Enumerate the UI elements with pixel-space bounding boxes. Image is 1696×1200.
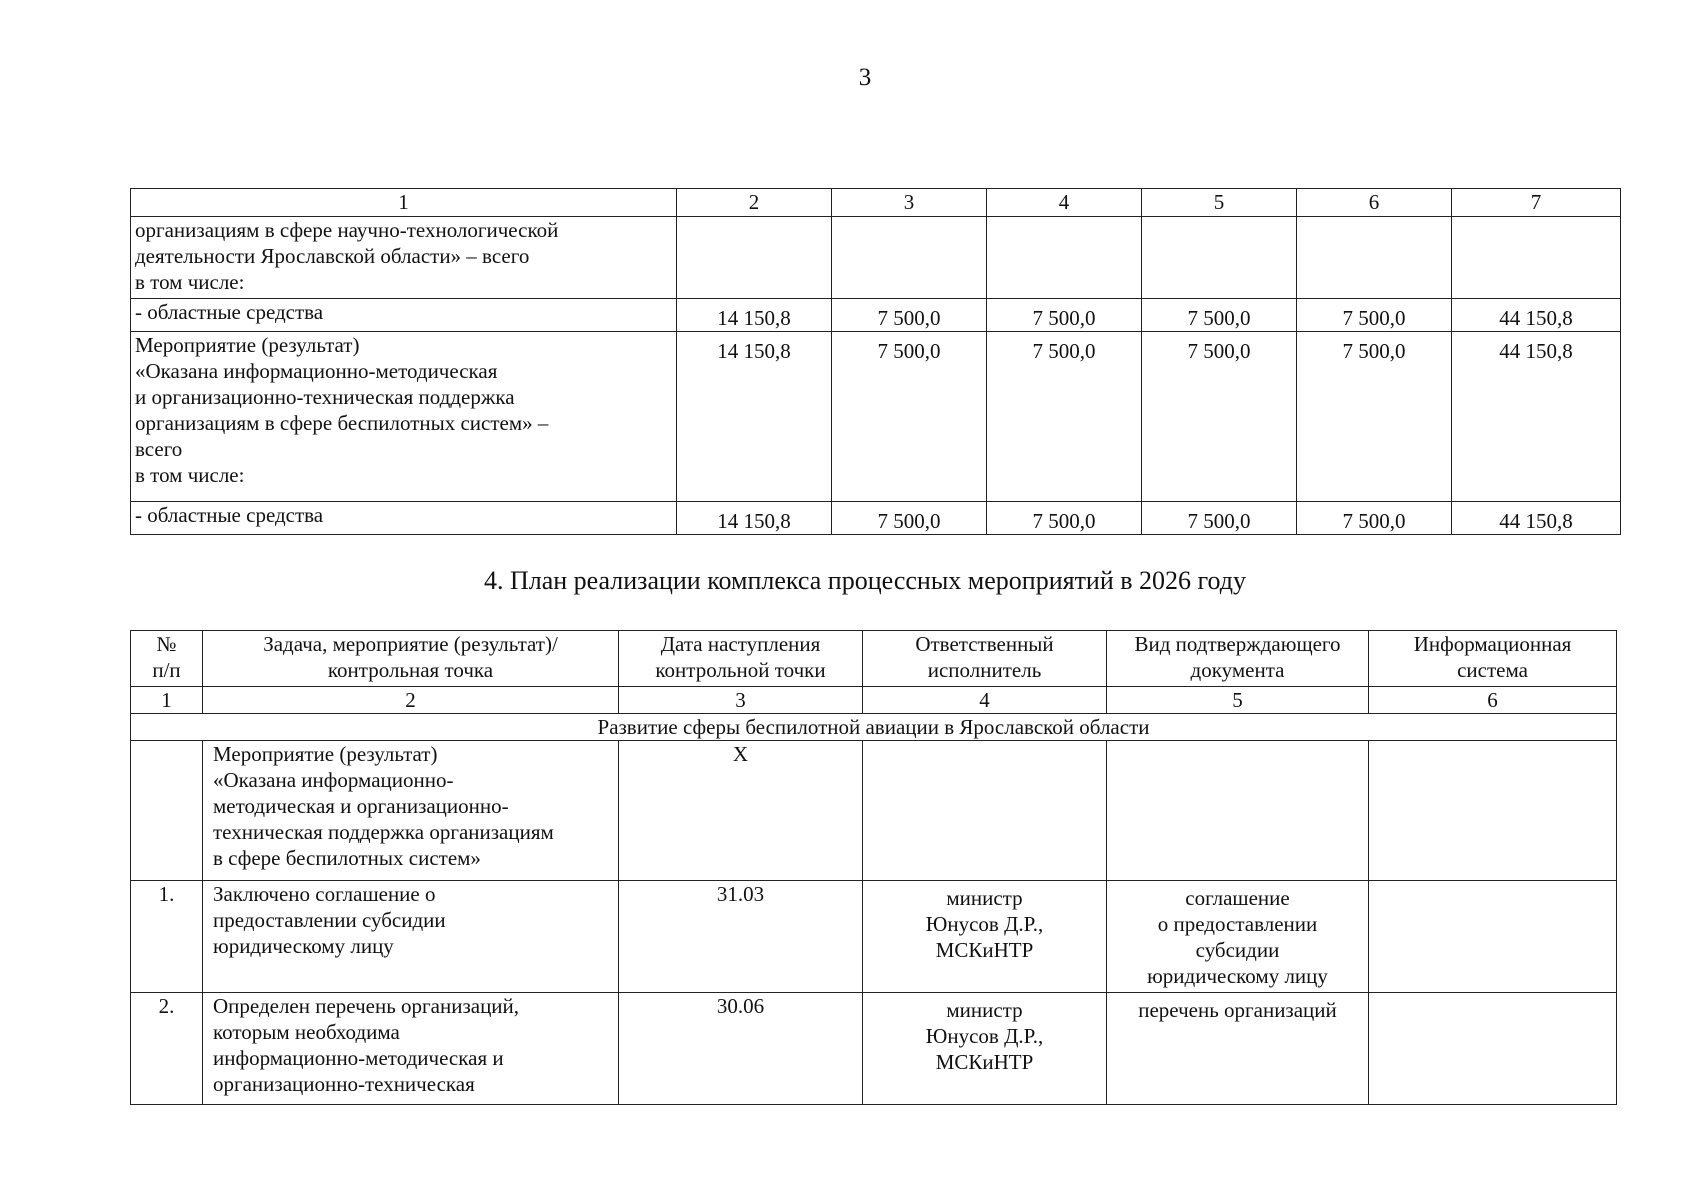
budget-value: 44 150,8 bbox=[1452, 332, 1621, 502]
row-executor bbox=[863, 993, 1107, 1105]
plan-header-cell bbox=[863, 631, 1107, 687]
plan-number-cell: 4 bbox=[863, 687, 1107, 714]
header-line: Задача, мероприятие (результат)/ bbox=[263, 632, 558, 656]
budget-cell bbox=[987, 217, 1142, 299]
budget-cell bbox=[1142, 217, 1297, 299]
budget-value: 14 150,8 bbox=[677, 502, 832, 535]
header-line: Дата наступления bbox=[660, 632, 821, 656]
header-line: п/п bbox=[152, 658, 181, 682]
plan-header-cell bbox=[131, 631, 203, 687]
plan-number-cell: 5 bbox=[1107, 687, 1369, 714]
plan-header-cell bbox=[203, 631, 619, 687]
header-line: система bbox=[1457, 658, 1528, 682]
executor-line: МСКиНТР bbox=[935, 938, 1034, 962]
row-task bbox=[203, 881, 619, 993]
task-line: организационно-техническая bbox=[213, 1072, 475, 1096]
document-line: юридическому лицу bbox=[1147, 964, 1328, 988]
budget-row bbox=[131, 502, 1621, 535]
budget-value: 7 500,0 bbox=[1142, 299, 1297, 332]
row-document bbox=[1107, 881, 1369, 993]
row-system bbox=[1369, 881, 1617, 993]
row-task bbox=[203, 993, 619, 1105]
header-line: исполнитель bbox=[927, 658, 1042, 682]
label-line: всего bbox=[135, 437, 183, 461]
budget-value: 7 500,0 bbox=[1297, 299, 1452, 332]
task-line: информационно-методическая и bbox=[213, 1046, 504, 1070]
budget-row-label: - областные средства bbox=[131, 299, 677, 332]
header-line: № bbox=[156, 632, 177, 656]
row-document bbox=[1107, 993, 1369, 1105]
plan-number-cell: 2 bbox=[203, 687, 619, 714]
row-number: 1. bbox=[131, 881, 203, 993]
budget-value: 14 150,8 bbox=[677, 332, 832, 502]
task-line: в сфере беспилотных систем» bbox=[213, 846, 481, 870]
budget-header-cell: 2 bbox=[677, 189, 832, 217]
row-task bbox=[203, 741, 619, 881]
budget-cell bbox=[1452, 217, 1621, 299]
budget-value: 44 150,8 bbox=[1452, 299, 1621, 332]
plan-number-cell: 6 bbox=[1369, 687, 1617, 714]
row-document bbox=[1107, 741, 1369, 881]
budget-row-label bbox=[131, 332, 677, 502]
plan-header-row bbox=[131, 631, 1617, 687]
budget-cell bbox=[677, 217, 832, 299]
plan-header-cell bbox=[1107, 631, 1369, 687]
document-line: перечень организаций bbox=[1138, 998, 1337, 1022]
budget-value: 7 500,0 bbox=[987, 502, 1142, 535]
budget-value: 7 500,0 bbox=[1297, 332, 1452, 502]
header-line: контрольная точка bbox=[327, 658, 494, 682]
plan-number-row bbox=[131, 687, 1617, 714]
label-line: «Оказана информационно-методическая bbox=[135, 359, 498, 383]
plan-number-cell: 3 bbox=[619, 687, 863, 714]
executor-line: МСКиНТР bbox=[935, 1050, 1034, 1074]
task-line: предоставлении субсидии bbox=[213, 908, 446, 932]
label-line: и организационно-техническая поддержка bbox=[135, 385, 515, 409]
row-date: 30.06 bbox=[619, 993, 863, 1105]
executor-line: министр bbox=[946, 998, 1023, 1022]
task-line: юридическому лицу bbox=[213, 934, 394, 958]
budget-cell bbox=[832, 217, 987, 299]
task-line: которым необходима bbox=[213, 1020, 400, 1044]
executor-line: министр bbox=[946, 886, 1023, 910]
label-line: организациям в сфере научно-технологической bbox=[135, 218, 559, 242]
label-line: организациям в сфере беспилотных систем» – bbox=[135, 411, 549, 435]
budget-value: 7 500,0 bbox=[987, 332, 1142, 502]
budget-value: 7 500,0 bbox=[832, 332, 987, 502]
plan-header-cell bbox=[619, 631, 863, 687]
task-line: Заключено соглашение о bbox=[213, 882, 436, 906]
header-line: Информационная bbox=[1413, 632, 1572, 656]
budget-cell bbox=[1297, 217, 1452, 299]
plan-group-row bbox=[131, 714, 1617, 741]
budget-value: 7 500,0 bbox=[1142, 332, 1297, 502]
row-system bbox=[1369, 741, 1617, 881]
budget-header-cell: 6 bbox=[1297, 189, 1452, 217]
budget-value: 44 150,8 bbox=[1452, 502, 1621, 535]
header-line: документа bbox=[1190, 658, 1285, 682]
task-line: «Оказана информационно- bbox=[213, 768, 454, 792]
budget-row bbox=[131, 217, 1621, 299]
budget-header-cell: 5 bbox=[1142, 189, 1297, 217]
budget-row-label: - областные средства bbox=[131, 502, 677, 535]
label-line: Мероприятие (результат) bbox=[135, 333, 360, 357]
budget-value: 7 500,0 bbox=[1297, 502, 1452, 535]
page-number: 3 bbox=[858, 64, 872, 91]
label-line: деятельности Ярославской области» – всего bbox=[135, 244, 530, 268]
executor-line: Юнусов Д.Р., bbox=[925, 1024, 1044, 1048]
budget-table bbox=[130, 188, 1621, 535]
budget-value: 14 150,8 bbox=[677, 299, 832, 332]
row-number bbox=[131, 741, 203, 881]
budget-header-cell: 4 bbox=[987, 189, 1142, 217]
plan-row bbox=[131, 993, 1617, 1105]
task-line: методическая и организационно- bbox=[213, 794, 509, 818]
budget-header-cell: 7 bbox=[1452, 189, 1621, 217]
row-system bbox=[1369, 993, 1617, 1105]
section-title: 4. План реализации комплекса процессных мероприятий в 2026 году bbox=[483, 566, 1247, 595]
task-line: Определен перечень организаций, bbox=[213, 994, 520, 1018]
executor-line: Юнусов Д.Р., bbox=[925, 912, 1044, 936]
budget-header-row bbox=[131, 189, 1621, 217]
budget-header-cell: 1 bbox=[131, 189, 677, 217]
budget-value: 7 500,0 bbox=[987, 299, 1142, 332]
budget-value: 7 500,0 bbox=[832, 502, 987, 535]
label-line: в том числе: bbox=[135, 463, 245, 487]
row-number: 2. bbox=[131, 993, 203, 1105]
plan-table bbox=[130, 630, 1617, 1105]
header-line: Ответственный bbox=[915, 632, 1054, 656]
document-line: о предоставлении bbox=[1157, 912, 1318, 936]
plan-number-cell: 1 bbox=[131, 687, 203, 714]
budget-row bbox=[131, 332, 1621, 502]
row-date: 31.03 bbox=[619, 881, 863, 993]
row-executor bbox=[863, 881, 1107, 993]
task-line: техническая поддержка организациям bbox=[213, 820, 554, 844]
document-line: субсидии bbox=[1195, 938, 1280, 962]
budget-row bbox=[131, 299, 1621, 332]
budget-header-cell: 3 bbox=[832, 189, 987, 217]
budget-value: 7 500,0 bbox=[832, 299, 987, 332]
group-title: Развитие сферы беспилотной авиации в Ярославской области bbox=[131, 714, 1617, 741]
header-line: Вид подтверждающего bbox=[1134, 632, 1341, 656]
plan-header-cell bbox=[1369, 631, 1617, 687]
budget-value: 7 500,0 bbox=[1142, 502, 1297, 535]
header-line: контрольной точки bbox=[655, 658, 826, 682]
budget-row-label bbox=[131, 217, 677, 299]
task-line: Мероприятие (результат) bbox=[213, 742, 438, 766]
plan-row bbox=[131, 741, 1617, 881]
document-line: соглашение bbox=[1185, 886, 1290, 910]
row-date: X bbox=[619, 741, 863, 881]
plan-row bbox=[131, 881, 1617, 993]
row-executor bbox=[863, 741, 1107, 881]
label-line: в том числе: bbox=[135, 270, 245, 294]
